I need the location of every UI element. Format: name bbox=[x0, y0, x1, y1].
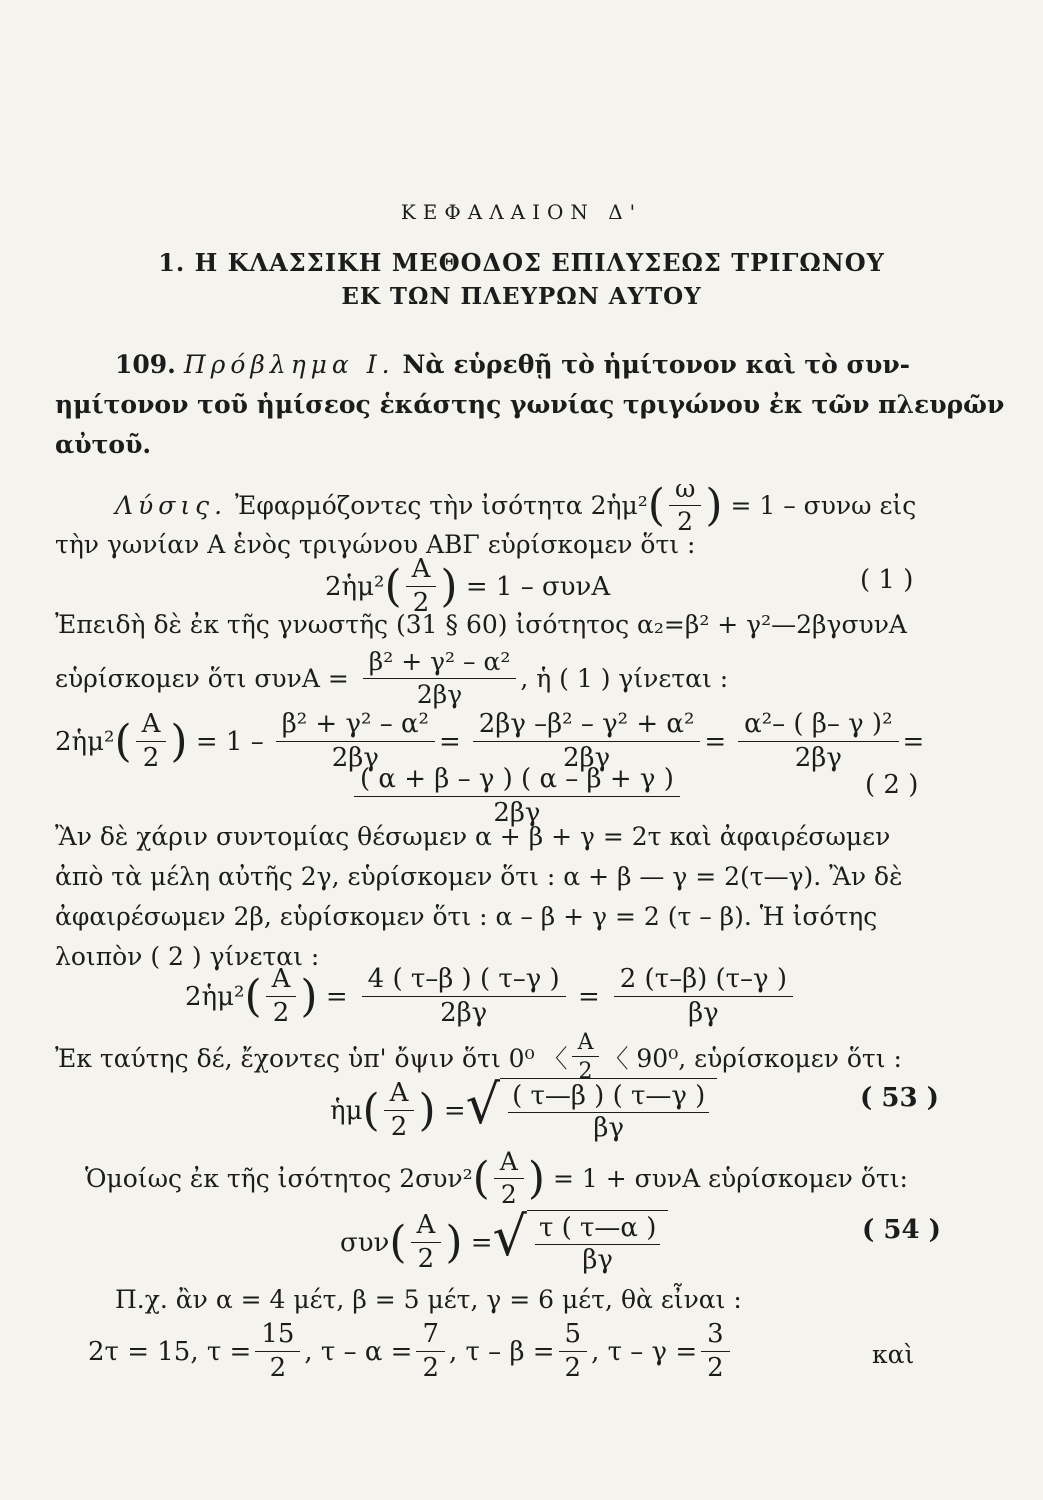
section-title-line1: 1. Η ΚΛΑΣΣΙΚΗ ΜΕΘΟΔΟΣ ΕΠΙΛΥΣΕΩΣ ΤΡΙΓΩΝΟΥ bbox=[158, 248, 885, 277]
cos-line: εὑρίσκομεν ὅτι συνΑ = $\frac{\text{β² + γ² – α²}}{2\beta\gamma}$ , ἡ ( 1 ) γίνεται : bbox=[55, 647, 729, 709]
since-line: Ἐπειδὴ δὲ ἐκ τῆς γνωστῆς (31 § 60) ἰσότητος α₂=β² + γ²—2βγσυνΑ bbox=[55, 610, 907, 639]
problem-text-1: Νὰ εὑρεθῇ τὸ ἡμίτονον καὶ τὸ συν- bbox=[402, 350, 911, 379]
problem-label: Πρόβλημα Ι. bbox=[183, 350, 395, 379]
equation-53: ἡμ ( $\frac{A}{2}$ ) = √ $\frac{( \tau—\beta ) ( \tau—\gamma )}{\beta\gamma}$ bbox=[330, 1078, 717, 1144]
equation-53-label: ( 53 ) bbox=[860, 1083, 939, 1113]
angle-range-line: Ἐκ ταύτης δέ, ἔχοντες ὑπ' ὄψιν ὅτι 0⁰ 〈 $\frac{A}{2}$ 〈 90⁰, εὑρίσκομεν ὅτι : bbox=[55, 1030, 902, 1085]
intro-line2: τὴν γωνίαν Α ἑνὸς τριγώνου ΑΒΓ εὑρίσκομεν ὅτι : bbox=[55, 530, 696, 559]
section-title-line2: ΕΚ ΤΩΝ ΠΛΕΥΡΩΝ ΑΥΤΟΥ bbox=[341, 283, 702, 310]
equation-1-label: ( 1 ) bbox=[860, 565, 914, 595]
paragraph-line2: ἀπὸ τὰ μέλη αὐτῆς 2γ, εὑρίσκομεν ὅτι : α + β — γ = 2(τ—γ). Ἂν δὲ bbox=[55, 862, 903, 891]
solution-intro: Λύσις. Ἐφαρμόζοντες τὴν ἰσότητα 2ἡμ² ( $\frac{\omega}{2}$ ) = 1 – συνω εἰς bbox=[115, 474, 917, 536]
intro-fraction: $\frac{\omega}{2}$ bbox=[669, 475, 701, 537]
equation-1: 2ἡμ² ( $\frac{A}{2}$ ) = 1 – συνΑ bbox=[325, 554, 611, 618]
equation-3: 2ἡμ² ( $\frac{A}{2}$ ) = $\frac{4 ( \tau-\beta ) ( \tau-\gamma )}{2\beta\gamma}$ = $\frac{2 (\tau-\beta) (\tau-\gamma )}{\beta\gamma}$ bbox=[185, 965, 797, 1029]
equation-2-label: ( 2 ) bbox=[865, 770, 919, 800]
intro-text-a: Ἐφαρμόζοντες τὴν ἰσότητα 2ἡμ² bbox=[235, 491, 648, 521]
solution-label: Λύσις. bbox=[115, 491, 228, 521]
example-line: Π.χ. ἂν α = 4 μέτ, β = 5 μέτ, γ = 6 μέτ, θὰ εἶναι : bbox=[115, 1285, 742, 1314]
chapter-heading: ΚΕΦΑΛΑΙΟΝ Δ' bbox=[400, 200, 643, 224]
intro-text-b: = 1 – συνω εἰς bbox=[730, 491, 917, 521]
paragraph-line1: Ἂν δὲ χάριν συντομίας θέσωμεν α + β + γ = 2τ καὶ ἀφαιρέσωμεν bbox=[55, 822, 891, 851]
equation-2-continued: $\frac{( \alpha + \beta - \gamma ) ( \alpha - \beta + \gamma )}{2\beta\gamma}$ bbox=[350, 765, 684, 829]
problem-line3: αὐτοῦ. bbox=[55, 430, 152, 459]
problem-line1 bbox=[115, 350, 910, 379]
equation-54-label: ( 54 ) bbox=[862, 1215, 941, 1245]
equation-54: συν ( $\frac{A}{2}$ ) = √ $\frac{\tau ( \tau—\alpha )}{\beta\gamma}$ bbox=[340, 1210, 668, 1276]
problem-line2: ημίτονον τοῦ ἡμίσεος ἑκάστης γωνίας τριγώνου ἐκ τῶν πλευρῶν bbox=[55, 390, 1005, 419]
paragraph-line4: λοιπὸν ( 2 ) γίνεται : bbox=[55, 942, 320, 971]
problem-number: 109. bbox=[115, 350, 176, 379]
example-end: καὶ bbox=[872, 1340, 915, 1369]
example-values: 2τ = 15, τ = $\frac{15}{2}$ , τ – α = $\frac{7}{2}$ , τ – β = $\frac{5}{2}$ , τ – γ = $\frac{3}{2}$ bbox=[88, 1320, 734, 1384]
similarly-line: Ὁμοίως ἐκ τῆς ἰσότητος 2συν² ( $\frac{A}{2}$ ) = 1 + συνΑ εὑρίσκομεν ὅτι: bbox=[85, 1147, 908, 1209]
equation-2: 2ἡμ² ( $\frac{A}{2}$ ) = 1 – $\frac{\text{β² + γ² – α²}}{2\beta\gamma}$ = $\frac{\text{2βγ –β² – γ² + α²}}{2\beta\gamma}$ = $\frac{\text{α²– ( β– γ )²}}{2\beta\gamma}$ = bbox=[55, 709, 925, 773]
paragraph-line3: ἀφαιρέσωμεν 2β, εὑρίσκομεν ὅτι : α – β + γ = 2 (τ – β). Ἡ ἰσότης bbox=[55, 902, 878, 931]
